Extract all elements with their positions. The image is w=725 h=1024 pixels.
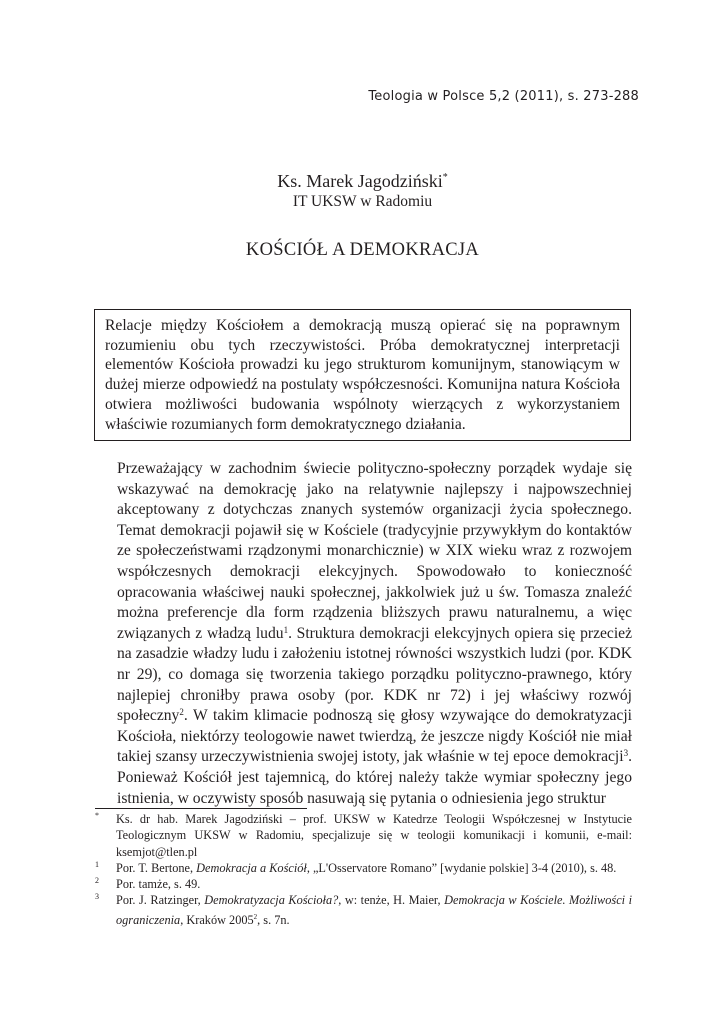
footnote-text: , Kraków 2005	[180, 912, 254, 927]
footnote-text: , w: tenże, H. Maier,	[338, 893, 445, 908]
author-affiliation: IT UKSW w Radomiu	[292, 193, 433, 210]
footnote-ref-2[interactable]: 2	[179, 707, 184, 718]
footnote-mark: 1	[95, 859, 99, 869]
body-text-segment: . Ponieważ Kościół jest tajemnicą, do której należy także wymiar społeczny jego istnienia, w oczywisty sposób nasuwają się pytania o odniesienia jego struktur	[117, 748, 632, 807]
footnotes	[95, 811, 632, 928]
footnote-mark: *	[95, 811, 99, 820]
author-block	[0, 167, 725, 212]
footnote-author	[95, 811, 632, 860]
footnote-mark: 3	[95, 892, 99, 902]
body-text-segment: . W takim klimacie podnoszą się głosy wzywające do demokratyzacji Kościoła, niektórzy teologowie nawet twierdzą, że jeszcze nigdy Kościół nie miał takiej szansy urzeczywistnienia swojej istoty, jak właśnie w tej epoce demokracji	[117, 707, 632, 766]
article-title: KOŚCIÓŁ A DEMOKRACJA	[245, 240, 480, 260]
footnote-1	[95, 860, 632, 876]
body-paragraph	[95, 459, 632, 809]
author-name	[0, 167, 725, 192]
author-footnote-mark: *	[442, 172, 448, 183]
footnote-text: Por. J. Ratzinger,	[116, 893, 205, 908]
footnote-italic-title: Demokracja a Kościół	[196, 860, 307, 875]
author-name-text: Ks. Marek Jagodziński	[277, 171, 443, 191]
footnote-ref-3[interactable]: 3	[623, 748, 629, 759]
footnote-text: , „L'Osservatore Romano” [wydanie polskie] 3-4 (2010), s. 48.	[306, 860, 617, 875]
footnote-italic-title: Demokracja w Kościele. Możliwości i ograniczenia	[116, 893, 632, 927]
footnote-text: , s. 7n.	[257, 912, 290, 927]
footnote-italic-title: Demokratyzacja Kościoła?	[204, 893, 339, 908]
footnote-text: Por. T. Bertone,	[116, 860, 197, 875]
body-text-segment: . Struktura demokracji elekcyjnych opiera się przecież na zasadzie władzy ludu i założeniu istotnej równości wszystkich ludzi (por. KDK nr 29), co domaga się tworzenia takiego porządku polityczno-prawnego, który najlepiej chroniłby prawa osoby (por. KDK nr 72) i jej właściwy rozwój społeczny	[117, 624, 633, 725]
body-text-segment: Przeważający w zachodnim świecie polityczno-społeczny porządek wydaje się wskazywać na demokrację jako na relatywnie najlepszy i najpowszechniej akceptowany z dotychczas znanych systemów organizacji życia społecznego. Temat demokracji pojawił się w Kościele (tradycyjnie przywykłym do kontaktów ze społeczeństwami rządzonymi monarchicznie) w XIX wieku wraz z rozwojem współczesnych demokracji elekcyjnych. Spowodowało to konieczność opracowania właściwej nauki społecznej, jakkolwiek już u św. Tomasza znaleźć można preferencje dla form rządzenia bliższych prawu naturalnemu, a więc związanych z władzą ludu	[117, 460, 632, 642]
body-paragraph-text	[95, 459, 632, 809]
footnote-ref-1[interactable]: 1	[283, 624, 289, 635]
footnote-2	[95, 876, 632, 892]
edition-superscript: 2	[253, 912, 258, 921]
footnote-separator	[95, 808, 307, 809]
footnote-text: Por. tamże, s. 49.	[116, 877, 201, 892]
abstract-box: Relacje między Kościołem a demokracją muszą opierać się na poprawnym rozumieniu obu tych rzeczywistości. Próba demokratycznej interpretacji elementów Kościoła prowadzi ku jego strukturom komunijnym, stanowiącym w dużej mierze odpowiedź na postulaty współczesności. Komunijna natura Kościoła otwiera możliwości budowania wspólnoty wierzących z wykorzystaniem właściwie rozumianych form demokratycznego działania.	[94, 309, 631, 441]
running-header: Teologia w Polsce 5,2 (2011), s. 273-288	[368, 89, 639, 104]
footnote-mark: 2	[95, 876, 99, 886]
footnote-3	[95, 892, 632, 928]
footnote-text: Ks. dr hab. Marek Jagodziński – prof. UKSW w Katedrze Teologii Współczesnej w Instytucie Teologicznym UKSW w Radomiu, specjalizuje się w teologii komunikacji i komunii, e-mail: ksemjot@tlen.pl	[116, 812, 632, 859]
